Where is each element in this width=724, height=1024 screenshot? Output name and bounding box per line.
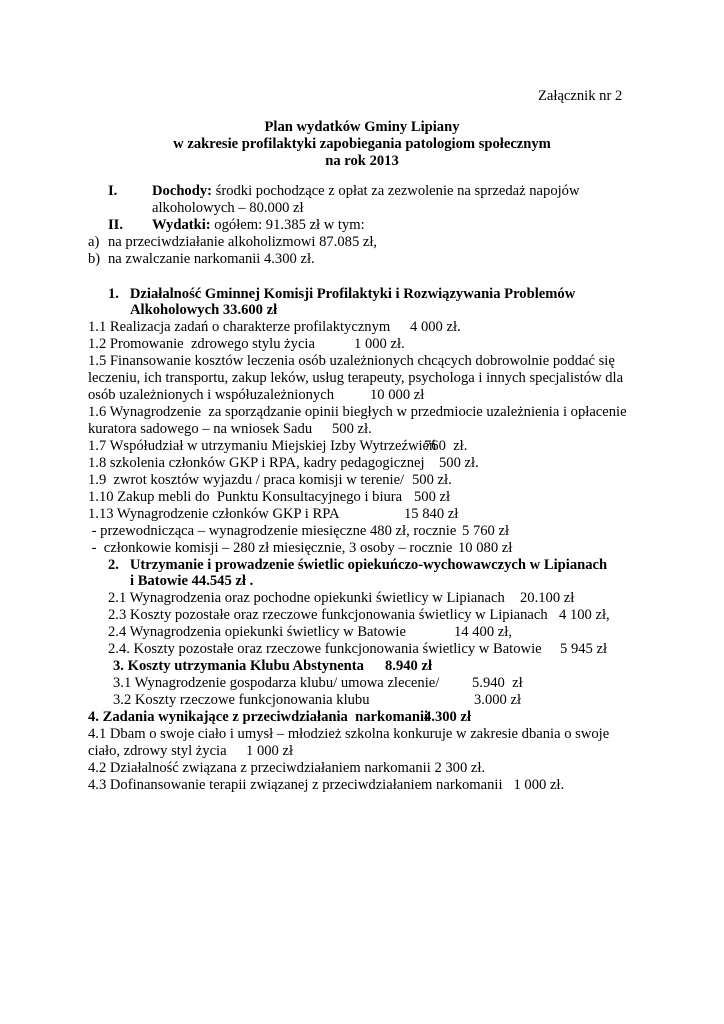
income-text: środki pochodzące z opłat za zezwolenie na sprzedaż napojów: [212, 183, 580, 199]
section-1-item-1-6-line-1: 1.6 Wynagrodzenie za sporządzanie opinii biegłych w przedmiocie uzależnienia i opłacenie: [88, 404, 627, 420]
item-text: 1.8 szkolenia członków GKP i RPA, kadry pedagogicznej: [88, 455, 425, 471]
section-4-title: 4. Zadania wynikające z przeciwdziałania narkomanii: [88, 709, 429, 725]
expenses-label: Wydatki:: [152, 217, 211, 233]
item-amount: 5 945 zł: [560, 641, 608, 657]
item-amount: 3.000 zł: [474, 692, 522, 708]
item-amount: 20.100 zł: [520, 590, 575, 606]
title-line-2: w zakresie profilaktyki zapobiegania patologiom społecznym: [173, 136, 551, 152]
item-amount: 15 840 zł: [404, 506, 459, 522]
item-text: kuratora sadowego – na wniosek Sadu: [88, 421, 313, 437]
item-amount: 500 zł.: [439, 455, 479, 471]
item-amount: 5.940 zł: [472, 675, 523, 691]
item-text: osób uzależnionych i współuzależnionych: [88, 387, 334, 403]
section-1-item-1-8: [88, 455, 479, 472]
section-4-heading: [88, 709, 472, 726]
item-text: 2.4. Koszty pozostałe oraz rzeczowe funkcjonowania świetlicy w Batowie: [108, 641, 542, 657]
item-a-marker: a): [88, 234, 100, 250]
item-amount: 500 zł.: [332, 421, 372, 437]
item-amount: 1 000 zł: [246, 743, 294, 759]
section-1-item-1-2: [88, 336, 405, 353]
item-b-marker: b): [88, 251, 101, 267]
section-2-heading-line-1: 2. Utrzymanie i prowadzenie świetlic opiekuńczo-wychowawczych w Lipianach: [108, 557, 608, 573]
section-2-item-2-4: [108, 624, 512, 641]
item-text: 2.4 Wynagrodzenia opiekunki świetlicy w Batowie: [108, 624, 406, 640]
section-2-item-2-3: [108, 607, 610, 624]
section-1-item-1-9: [88, 472, 452, 489]
item-amount: 760 zł.: [424, 438, 468, 454]
section-1-heading-line-2: Alkoholowych 33.600 zł: [130, 302, 278, 318]
item-text: 1.7 Współudział w utrzymaniu Miejskiej Izby Wytrzeźwień: [88, 438, 437, 454]
item-b-text: na zwalczanie narkomanii 4.300 zł.: [108, 251, 315, 267]
section-3-title: 3. Koszty utrzymania Klubu Abstynenta: [113, 658, 364, 674]
item-text: 3.2 Koszty rzeczowe funkcjonowania klubu: [113, 692, 370, 708]
section-1-item-1-13: [88, 506, 459, 523]
section-3-item-3-1: [113, 675, 523, 692]
item-amount: 1 000 zł.: [354, 336, 405, 352]
section-4-item-4-3: 4.3 Dofinansowanie terapii związanej z przeciwdziałaniem narkomanii 1 000 zł.: [88, 777, 565, 793]
section-1-item-1-6-line-2: [88, 421, 372, 438]
expenses-text: ogółem: 91.385 zł w tym:: [210, 217, 365, 233]
item-text: - członkowie komisji – 280 zł miesięcznie, 3 osoby – rocznie: [88, 540, 453, 556]
annex-label: Załącznik nr 2: [538, 88, 623, 104]
section-2-item-2-4b: [108, 641, 608, 658]
section-1-item-1-5-line-1: 1.5 Finansowanie kosztów leczenia osób uzależnionych chcących dobrowolnie poddać się: [88, 353, 615, 369]
item-amount: 10 000 zł: [370, 387, 425, 403]
item-text: 1.9 zwrot kosztów wyjazdu / praca komisji w terenie/: [88, 472, 405, 488]
item-text: ciało, zdrowy styl życia: [88, 743, 227, 759]
item-text: 2.3 Koszty pozostałe oraz rzeczowe funkcjonowania świetlicy w Lipianach: [108, 607, 548, 623]
income-line-1: [152, 183, 580, 200]
section-4-amount: 4.300 zł: [424, 709, 472, 725]
item-amount: 14 400 zł,: [454, 624, 512, 640]
title-line-1: Plan wydatków Gminy Lipiany: [264, 119, 460, 135]
section-1-item-1-10: [88, 489, 451, 506]
section-2-item-2-1: [108, 590, 575, 607]
section-3-amount: 8.940 zł: [385, 658, 433, 674]
item-amount: 10 080 zł: [458, 540, 513, 556]
section-3-heading: [113, 658, 433, 675]
section-4-item-4-1-line-2: [88, 743, 294, 760]
section-3-item-3-2: [113, 692, 522, 709]
expenses-line: [152, 217, 365, 234]
item-text: 1.13 Wynagrodzenie członków GKP i RPA: [88, 506, 340, 522]
section-1-item-1-7: [88, 438, 468, 455]
section-1-item-1-1: [88, 319, 461, 336]
item-text: - przewodnicząca – wynagrodzenie miesięczne 480 zł, rocznie: [88, 523, 457, 539]
item-text: 1.1 Realizacja zadań o charakterze profilaktycznym: [88, 319, 391, 335]
income-number: I.: [108, 183, 118, 199]
section-1-item-chair: [88, 523, 510, 540]
section-1-item-members: [88, 540, 513, 557]
item-a-text: na przeciwdziałanie alkoholizmowi 87.085 zł,: [108, 234, 378, 250]
item-amount: 4 000 zł.: [410, 319, 461, 335]
expenses-number: II.: [108, 217, 124, 233]
section-1-item-1-5-line-3: [88, 387, 425, 404]
item-text: 1.10 Zakup mebli do Punktu Konsultacyjnego i biura: [88, 489, 403, 505]
item-amount: 500 zł: [414, 489, 451, 505]
item-amount: 5 760 zł: [462, 523, 510, 539]
section-1-heading-line-1: 1. Działalność Gminnej Komisji Profilaktyki i Rozwiązywania Problemów: [108, 286, 576, 302]
item-text: 3.1 Wynagrodzenie gospodarza klubu/ umowa zlecenie/: [113, 675, 440, 691]
section-4-item-4-1-line-1: 4.1 Dbam o swoje ciało i umysł – młodzież szkolna konkuruje w zakresie dbania o swoje: [88, 726, 610, 742]
item-text: 2.1 Wynagrodzenia oraz pochodne opiekunki świetlicy w Lipianach: [108, 590, 505, 606]
title-line-3: na rok 2013: [325, 153, 399, 169]
section-1-item-1-5-line-2: leczeniu, ich transportu, zakup leków, usług terapeuty, psychologa i innych specjalistów dla: [88, 370, 624, 386]
item-text: 1.2 Promowanie zdrowego stylu życia: [88, 336, 315, 352]
income-line-2: alkoholowych – 80.000 zł: [152, 200, 304, 216]
income-label: Dochody:: [152, 183, 212, 199]
section-4-item-4-2: 4.2 Działalność związana z przeciwdziałaniem narkomanii 2 300 zł.: [88, 760, 486, 776]
section-2-heading-line-2: i Batowie 44.545 zł .: [130, 573, 254, 589]
item-amount: 500 zł.: [412, 472, 452, 488]
item-amount: 4 100 zł,: [559, 607, 610, 623]
